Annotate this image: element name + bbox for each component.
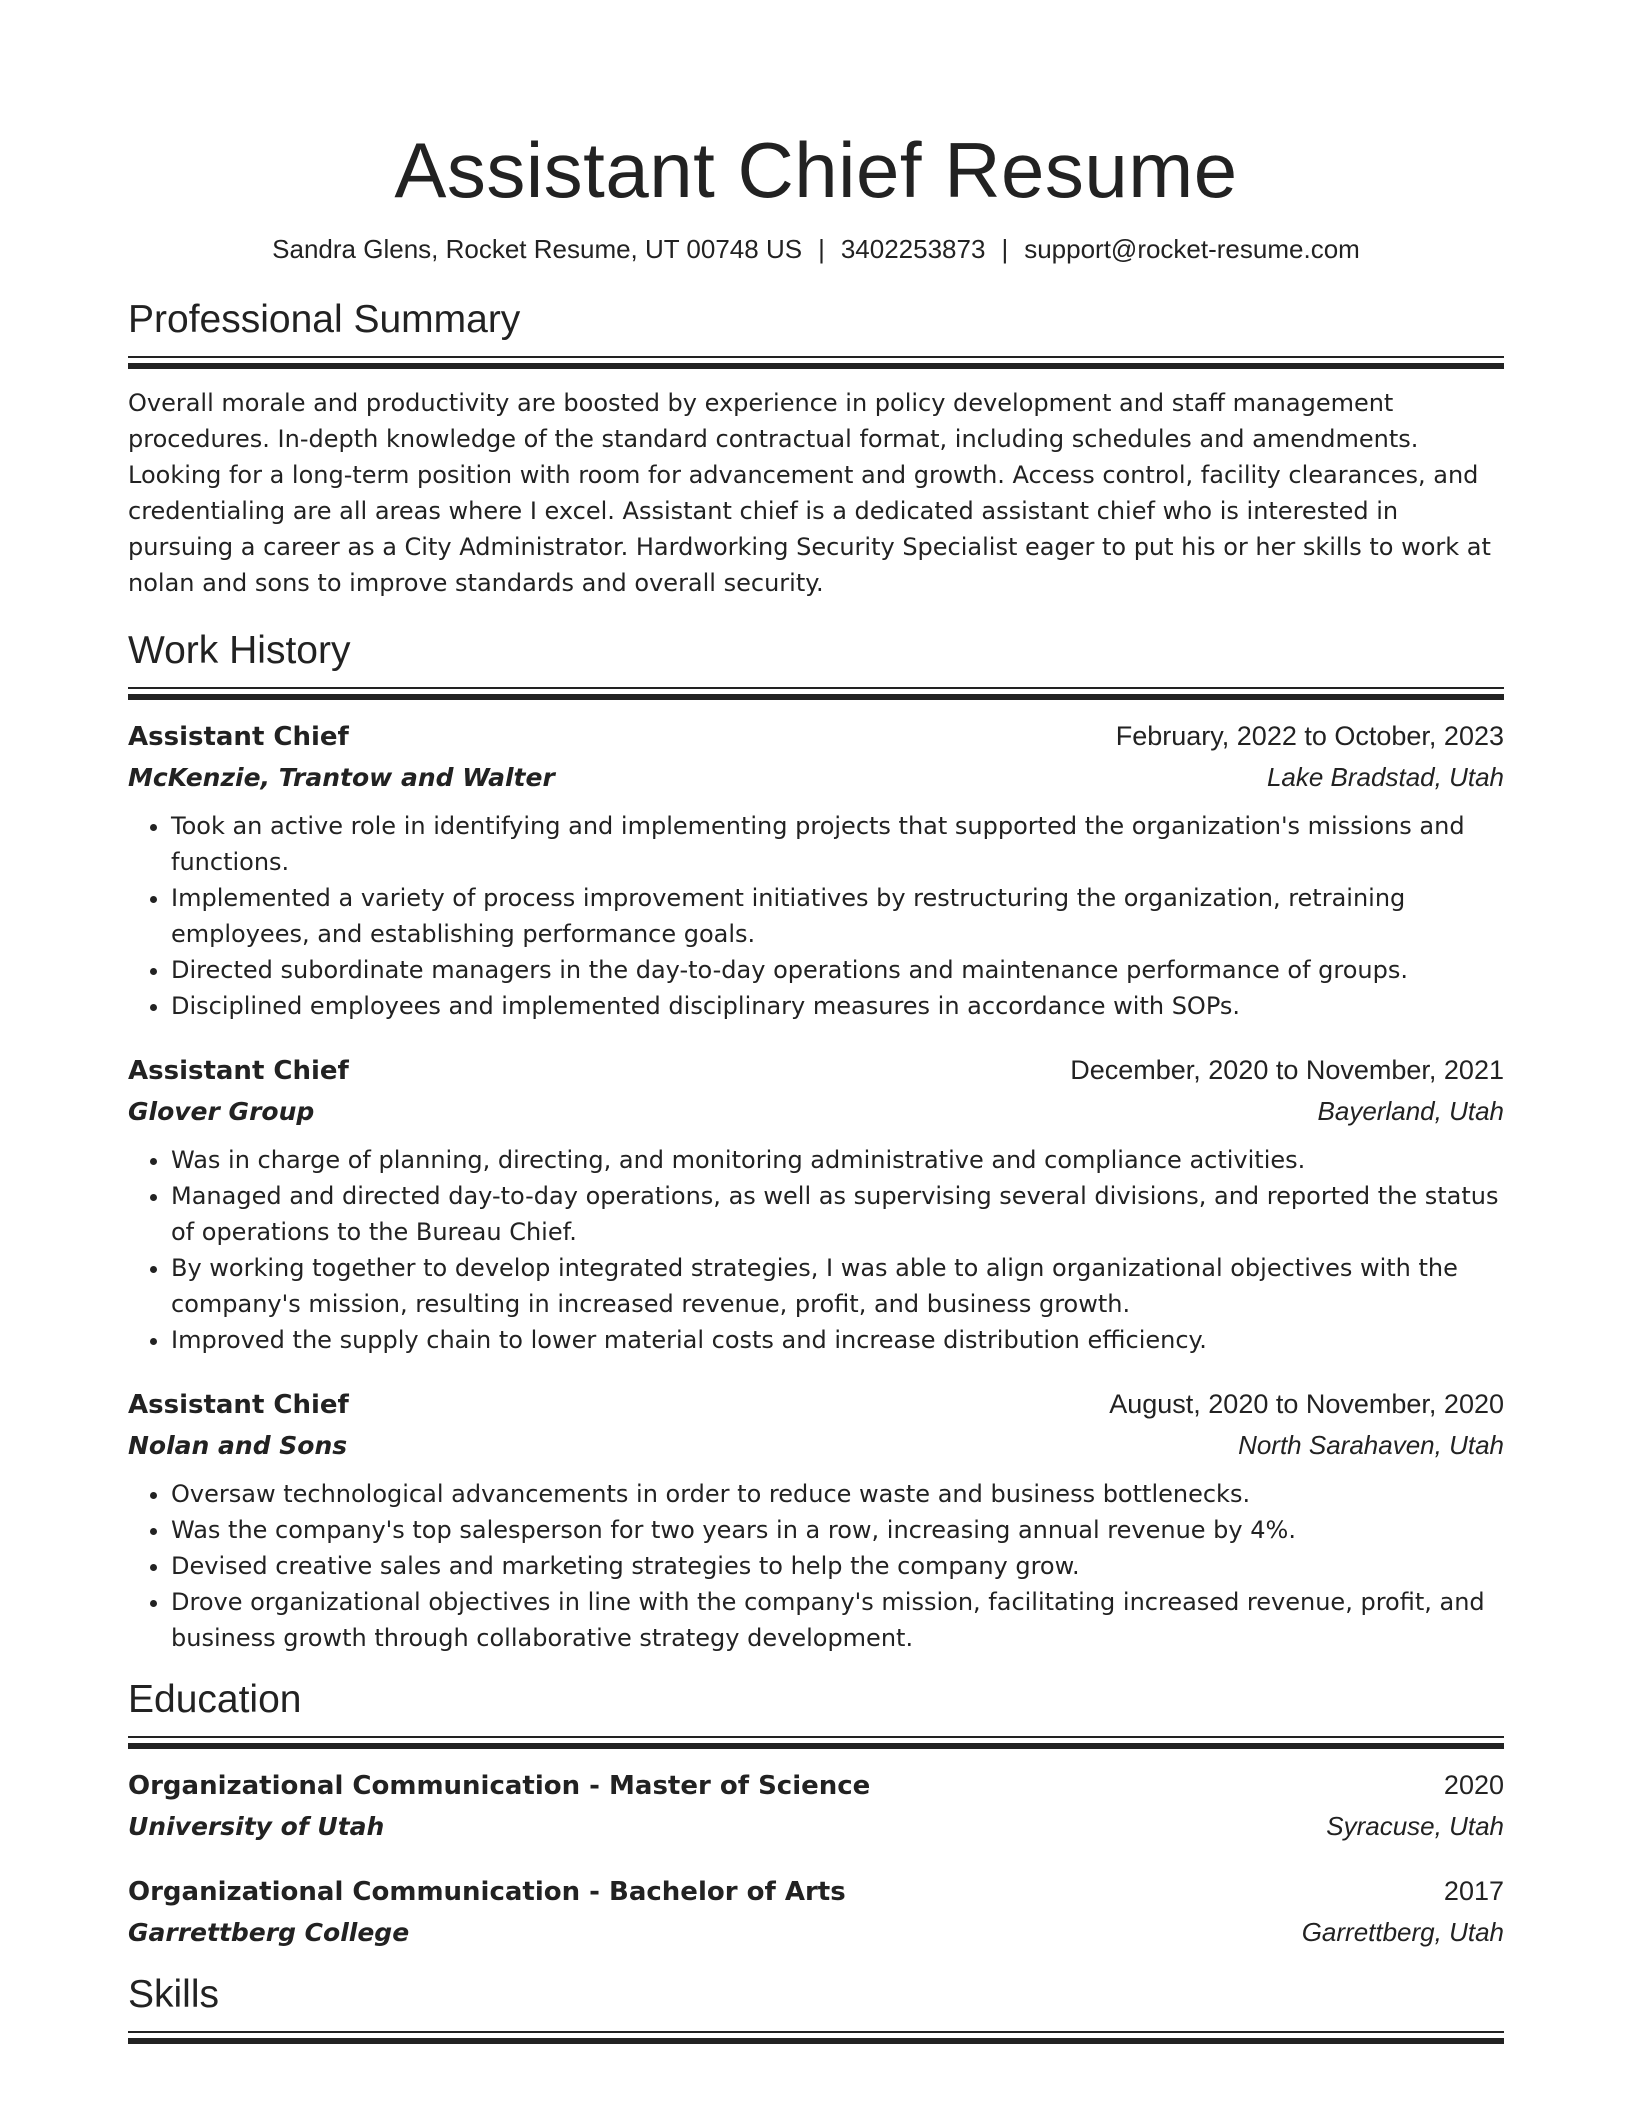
- job-title: Assistant Chief: [128, 722, 349, 752]
- list-item: • Devised creative sales and marketing strategies to help the company grow.: [171, 1548, 1504, 1584]
- contact-address: Sandra Glens, Rocket Resume, UT 00748 US: [272, 234, 803, 264]
- school-name: Garrettberg College: [128, 1918, 410, 1947]
- education-entry: [128, 1765, 1504, 1847]
- section-divider: [128, 2031, 1504, 2044]
- contact-line: [128, 232, 1504, 266]
- contact-email[interactable]: support@rocket-resume.com: [1024, 234, 1360, 264]
- degree-year: 2020: [1443, 1770, 1504, 1800]
- job-company: Nolan and Sons: [128, 1431, 348, 1460]
- list-item: • Drove organizational objectives in line with the company's mission, facilitating increased revenue, profit, and business growth through collaborative strategy development.: [171, 1584, 1504, 1656]
- section-divider: [128, 687, 1504, 700]
- section-divider: [128, 356, 1504, 369]
- list-item: • Took an active role in identifying and implementing projects that supported the organization's missions and functions.: [171, 808, 1504, 880]
- job-entry: [128, 716, 1504, 1024]
- education-section: [128, 1676, 1504, 1953]
- job-bullets: [128, 1476, 1504, 1656]
- job-bullets: [128, 808, 1504, 1024]
- list-item: • Managed and directed day-to-day operations, as well as supervising several divisions, and reported the status of operations to the Bureau Chief.: [171, 1178, 1504, 1250]
- job-title: Assistant Chief: [128, 1390, 349, 1420]
- section-heading-skills: Skills: [128, 1973, 220, 2016]
- degree-title: Organizational Communication - Bachelor of Arts: [128, 1877, 846, 1907]
- summary-text: Overall morale and productivity are boosted by experience in policy development and staff management procedures. In-depth knowledge of the standard contractual format, including schedules and amendments. Looking for a long-term position with room for advancement and growth. Access control, facility clearances, and credentialing are all areas where I excel. Assistant chief is a dedicated assistant chief who is interested in pursuing a career as a City Administrator. Hardworking Security Specialist eager to put his or her skills to work at nolan and sons to improve standards and overall security.: [128, 389, 1491, 597]
- work-history-section: [128, 627, 1504, 1656]
- summary-section: [128, 296, 1504, 601]
- job-dates: February, 2022 to October, 2023: [1115, 721, 1504, 751]
- job-title: Assistant Chief: [128, 1056, 349, 1086]
- education-entry: [128, 1871, 1504, 1953]
- job-bullets: [128, 1142, 1504, 1358]
- degree-year: 2017: [1443, 1876, 1504, 1906]
- contact-separator: |: [818, 234, 825, 264]
- list-item: • Implemented a variety of process improvement initiatives by restructuring the organization, retraining employees, and establishing performance goals.: [171, 880, 1504, 952]
- list-item: • Improved the supply chain to lower material costs and increase distribution efficiency.: [171, 1322, 1504, 1358]
- job-dates: August, 2020 to November, 2020: [1109, 1389, 1504, 1419]
- skills-section: [128, 1971, 1504, 2044]
- job-dates: December, 2020 to November, 2021: [1070, 1055, 1504, 1085]
- resume-title: Assistant Chief Resume: [394, 126, 1238, 214]
- school-name: University of Utah: [128, 1812, 385, 1841]
- job-company: Glover Group: [128, 1097, 315, 1126]
- list-item: • Was the company's top salesperson for two years in a row, increasing annual revenue by 4%.: [171, 1512, 1504, 1548]
- job-entry: [128, 1050, 1504, 1358]
- section-divider: [128, 1736, 1504, 1749]
- list-item: • Was in charge of planning, directing, and monitoring administrative and compliance activities.: [171, 1142, 1504, 1178]
- job-location: Bayerland, Utah: [1317, 1096, 1504, 1126]
- list-item: • By working together to develop integrated strategies, I was able to align organizational objectives with the company's mission, resulting in increased revenue, profit, and business growth.: [171, 1250, 1504, 1322]
- section-heading-education: Education: [128, 1678, 302, 1721]
- list-item: • Disciplined employees and implemented disciplinary measures in accordance with SOPs.: [171, 988, 1504, 1024]
- job-company: McKenzie, Trantow and Walter: [128, 763, 555, 792]
- job-location: Lake Bradstad, Utah: [1266, 762, 1504, 792]
- degree-title: Organizational Communication - Master of Science: [128, 1771, 871, 1801]
- school-location: Garrettberg, Utah: [1301, 1917, 1504, 1947]
- section-heading-work-history: Work History: [128, 629, 351, 672]
- list-item: • Oversaw technological advancements in order to reduce waste and business bottlenecks.: [171, 1476, 1504, 1512]
- section-heading-summary: Professional Summary: [128, 298, 521, 341]
- contact-phone: 3402253873: [840, 234, 986, 264]
- contact-separator: |: [1001, 234, 1009, 264]
- job-location: North Sarahaven, Utah: [1238, 1430, 1504, 1460]
- school-location: Syracuse, Utah: [1326, 1811, 1504, 1841]
- list-item: • Directed subordinate managers in the day-to-day operations and maintenance performance of groups.: [171, 952, 1504, 988]
- job-entry: [128, 1384, 1504, 1656]
